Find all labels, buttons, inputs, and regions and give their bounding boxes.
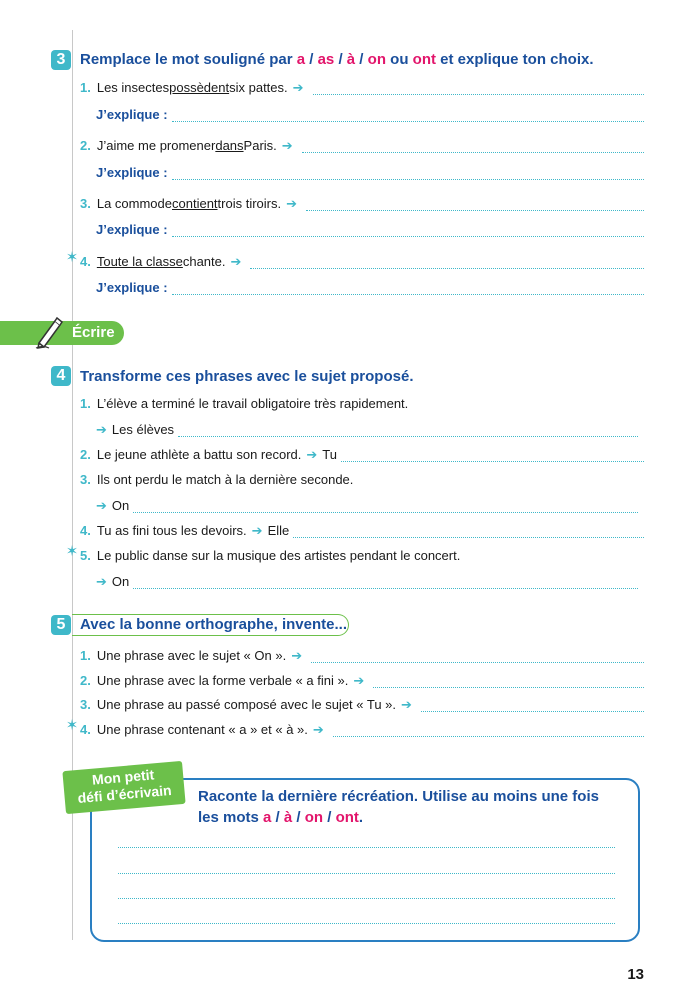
answer-line[interactable]	[341, 460, 644, 462]
arrow-icon: ➔	[286, 196, 298, 211]
ex3-explain-3: J’explique :	[96, 222, 644, 242]
answer-line[interactable]	[178, 435, 638, 437]
arrow-icon: ➔	[291, 648, 303, 663]
answer-line[interactable]	[373, 686, 644, 688]
ex3-item-2: 2. J’aime me promener dans Paris. ➔	[80, 138, 644, 158]
arrow-icon: ➔	[306, 447, 318, 462]
exercise-5-title: Avec la bonne orthographe, invente...	[80, 616, 347, 633]
arrow-icon: ➔	[312, 722, 324, 737]
arrow-icon: ➔	[96, 422, 107, 437]
star-icon: ✶	[65, 543, 79, 560]
writing-line[interactable]	[118, 922, 615, 924]
answer-line[interactable]	[133, 587, 638, 589]
answer-line[interactable]	[172, 293, 644, 295]
answer-line[interactable]	[293, 536, 644, 538]
answer-line[interactable]	[311, 661, 644, 663]
exercise-4-title: Transforme ces phrases avec le sujet proposé.	[80, 368, 414, 385]
answer-line[interactable]	[250, 267, 644, 269]
arrow-icon: ➔	[353, 673, 365, 688]
ex4-answer-5: ➔ On	[96, 574, 638, 594]
arrow-icon: ➔	[281, 138, 293, 153]
writing-challenge-prompt: Raconte la dernière récréation. Utilise au moins une fois les mots a / à / on / ont.	[198, 788, 599, 826]
exercise-3-title: Remplace le mot souligné par a / as / à / on ou ont et explique ton choix.	[80, 51, 594, 68]
exercise-3-number: 3	[51, 50, 71, 70]
page-number: 13	[627, 966, 644, 983]
ex3-explain-2: J’explique :	[96, 165, 644, 185]
ex5-item-1: 1. Une phrase avec le sujet « On ». ➔	[80, 648, 644, 668]
ex5-item-3: 3. Une phrase au passé composé avec le sujet « Tu ». ➔	[80, 697, 644, 717]
ex3-item-3: 3. La commode contient trois tiroirs. ➔	[80, 196, 644, 216]
arrow-icon: ➔	[251, 523, 263, 538]
answer-line[interactable]	[172, 235, 644, 237]
ex3-explain-4: J’explique :	[96, 280, 644, 300]
writing-line[interactable]	[118, 846, 615, 848]
ex4-item-4: 4. Tu as fini tous les devoirs. ➔ Elle	[80, 523, 644, 543]
arrow-icon: ➔	[292, 80, 304, 95]
answer-line[interactable]	[133, 511, 638, 513]
section-title: Écrire	[72, 324, 115, 341]
ex4-answer-3: ➔ On	[96, 498, 638, 518]
writing-line[interactable]	[118, 872, 615, 874]
exercise-5-number: 5	[51, 615, 71, 635]
answer-line[interactable]	[172, 178, 644, 180]
writing-line[interactable]	[118, 897, 615, 899]
ex5-item-2: 2. Une phrase avec la forme verbale « a fini ». ➔	[80, 673, 644, 693]
ex3-item-4: 4. Toute la classe chante. ➔	[80, 254, 644, 274]
exercise-4-number: 4	[51, 366, 71, 386]
ex5-item-4: 4. Une phrase contenant « a » et « à ». ➔	[80, 722, 644, 742]
answer-line[interactable]	[333, 735, 644, 737]
ex3-explain-1: J’explique :	[96, 107, 644, 127]
ex4-item-3: 3. Ils ont perdu le match à la dernière seconde.	[80, 472, 354, 487]
writing-challenge-tag: Mon petit défi d’écrivain	[62, 761, 185, 814]
section-banner-ecrire	[0, 321, 124, 345]
arrow-icon: ➔	[96, 574, 107, 589]
ex3-item-1: 1. Les insectes possèdent six pattes. ➔	[80, 80, 644, 100]
ex4-item-5: 5. Le public danse sur la musique des artistes pendant le concert.	[80, 548, 461, 563]
star-icon: ✶	[65, 249, 79, 266]
answer-line[interactable]	[302, 151, 644, 153]
pencil-icon	[35, 315, 65, 349]
ex4-item-1: 1. L’élève a terminé le travail obligatoire très rapidement.	[80, 396, 409, 411]
answer-line[interactable]	[313, 93, 644, 95]
answer-line[interactable]	[306, 209, 644, 211]
answer-line[interactable]	[172, 120, 644, 122]
ex4-item-2: 2. Le jeune athlète a battu son record. ➔ Tu	[80, 447, 644, 467]
answer-line[interactable]	[421, 710, 644, 712]
star-icon: ✶	[65, 717, 79, 734]
arrow-icon: ➔	[230, 254, 242, 269]
arrow-icon: ➔	[401, 697, 412, 712]
ex4-answer-1: ➔ Les élèves	[96, 422, 638, 442]
arrow-icon: ➔	[96, 498, 107, 513]
